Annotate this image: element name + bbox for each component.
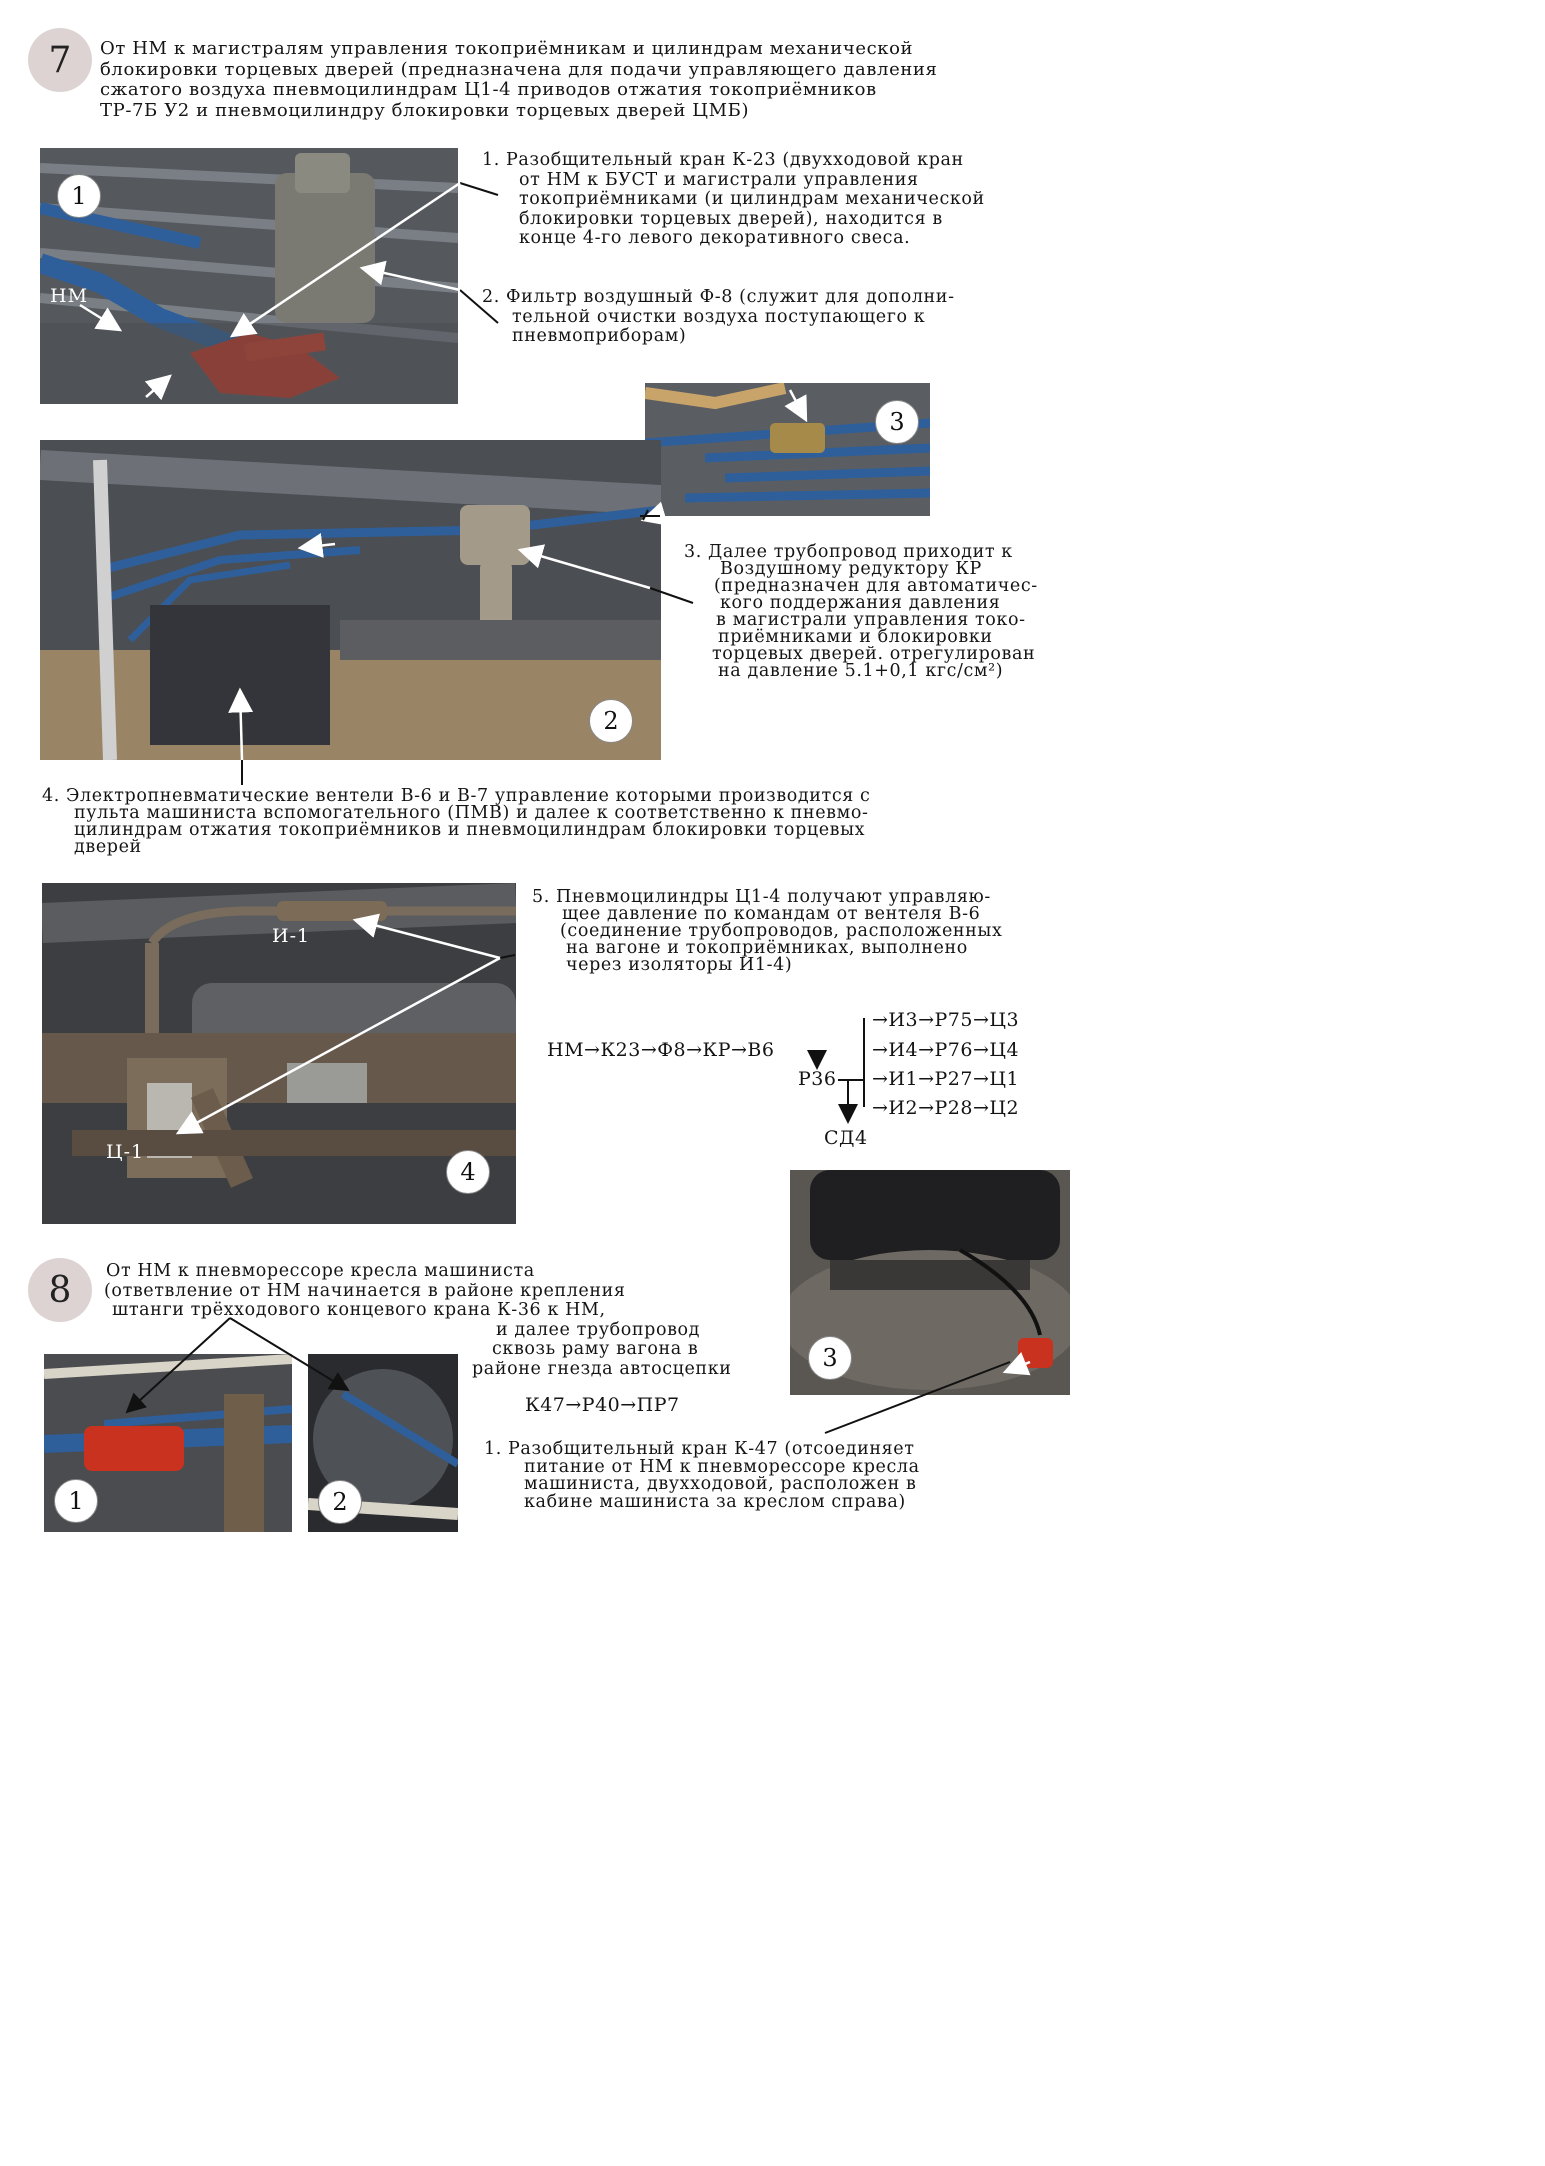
arrow-to-valves-block	[240, 690, 242, 760]
arrow-to-filter	[362, 268, 460, 290]
flow-seat-chain: К47→Р40→ПР7	[525, 1394, 680, 1416]
label-nm: НМ	[50, 285, 89, 307]
photo-number-4: 4	[446, 1150, 490, 1194]
leader-line-5	[500, 955, 515, 958]
photo-8-number-2: 2	[318, 1480, 362, 1524]
label-isolator-i1: И-1	[272, 925, 311, 947]
arrow-photo3-inlet	[790, 390, 806, 420]
section-8-header: От НМ к пневморессоре кресла машиниста (ответвление от НМ начинается в районе крепления штанги трёхходового концевого крана К-36 к НМ, и далее трубопровод сквозь раму вагона в районе гнезда автосцепки	[104, 1261, 732, 1379]
photo-8-number-1: 1	[54, 1479, 98, 1523]
arrow-8-to-photo1	[127, 1318, 230, 1412]
flow-branch-c2: →И2→Р28→Ц2	[872, 1097, 1020, 1119]
arrow-pipe-flow	[300, 544, 335, 548]
item-1-k23: 1. Разобщительный кран К-23 (двухходовой кран от НМ к БУСТ и магистрали управления токоприёмниками (и цилиндрам механической блокировки торцевых дверей), находится в конце 4-го левого декоративного свеса.	[482, 150, 985, 248]
arrow-to-isolator	[355, 920, 500, 958]
arrow-to-reducer	[520, 550, 650, 588]
arrow-8-to-photo2	[230, 1318, 348, 1390]
item-5-cylinders: 5. Пневмоцилиндры Ц1-4 получают управляю- щее давление по командам от вентеля В-6 (соединение трубопроводов, расположенных на вагоне и токоприёмниках, выполнено через изоляторы И1-4)	[532, 887, 1003, 975]
flow-branch-c1: →И1→Р27→Ц1	[872, 1068, 1020, 1090]
flow-sd4: СД4	[824, 1127, 868, 1149]
leader-line-1	[460, 183, 498, 195]
section-8-item-1: 1. Разобщительный кран К-47 (отсоединяет питание от НМ к пневморессоре кресла машиниста, двухходовой, расположен в кабине машиниста за креслом справа)	[484, 1439, 920, 1512]
section-8-badge: 8	[28, 1258, 92, 1322]
photo-8-number-3: 3	[808, 1336, 852, 1380]
arrow-nm	[80, 305, 120, 330]
flow-branch-c4: →И4→Р76→Ц4	[872, 1039, 1020, 1061]
label-cylinder-c1: Ц-1	[106, 1141, 145, 1163]
section-7-badge: 7	[28, 28, 92, 92]
photo-number-3: 3	[875, 400, 919, 444]
arrow-to-cylinder	[178, 958, 500, 1133]
item-3-reducer: 3. Далее трубопровод приходит к Воздушному редуктору КР (предназначен для автоматичес- кого поддержания давления в магистрали управления токо- приёмниками и блокировки торцевых дверей. отрегулирован на давление 5.1+0,1 кгс/см²)	[684, 542, 1038, 681]
photo-number-1: 1	[57, 174, 101, 218]
arrow-outlet	[146, 376, 170, 397]
leader-line-3	[650, 588, 693, 603]
photo-number-2: 2	[589, 699, 633, 743]
item-2-filter: 2. Фильтр воздушный Ф-8 (служит для дополни- тельной очистки воздуха поступающего к пневмоприборам)	[482, 287, 955, 346]
leader-line-2	[460, 290, 498, 323]
flow-main-chain: НМ→К23→Ф8→КР→В6	[547, 1039, 775, 1061]
section-7-header: От НМ к магистралям управления токоприёмникам и цилиндрам механической блокировки торцевых дверей (предназначена для подачи управляющего давления сжатого воздуха пневмоцилиндрам Ц1-4 приводов отжатия токоприёмников ТР-7Б У2 и пневмоцилиндру блокировки торцевых дверей ЦМБ)	[100, 38, 938, 121]
item-4-valves: 4. Электропневматические вентели В-6 и В-7 управление которыми производится с пульта машиниста вспомогательного (ПМВ) и далее к соответственно к пневмо- цилиндрам отжатия токоприёмников и пневмоцилиндрам блокировки торцевых дверей	[42, 786, 871, 857]
arrow-to-k23	[232, 183, 460, 336]
flow-r36: Р36	[798, 1068, 837, 1090]
flow-branch-c3: →И3→Р75→Ц3	[872, 1009, 1020, 1031]
arrow-8-to-photo3	[825, 1362, 1010, 1433]
